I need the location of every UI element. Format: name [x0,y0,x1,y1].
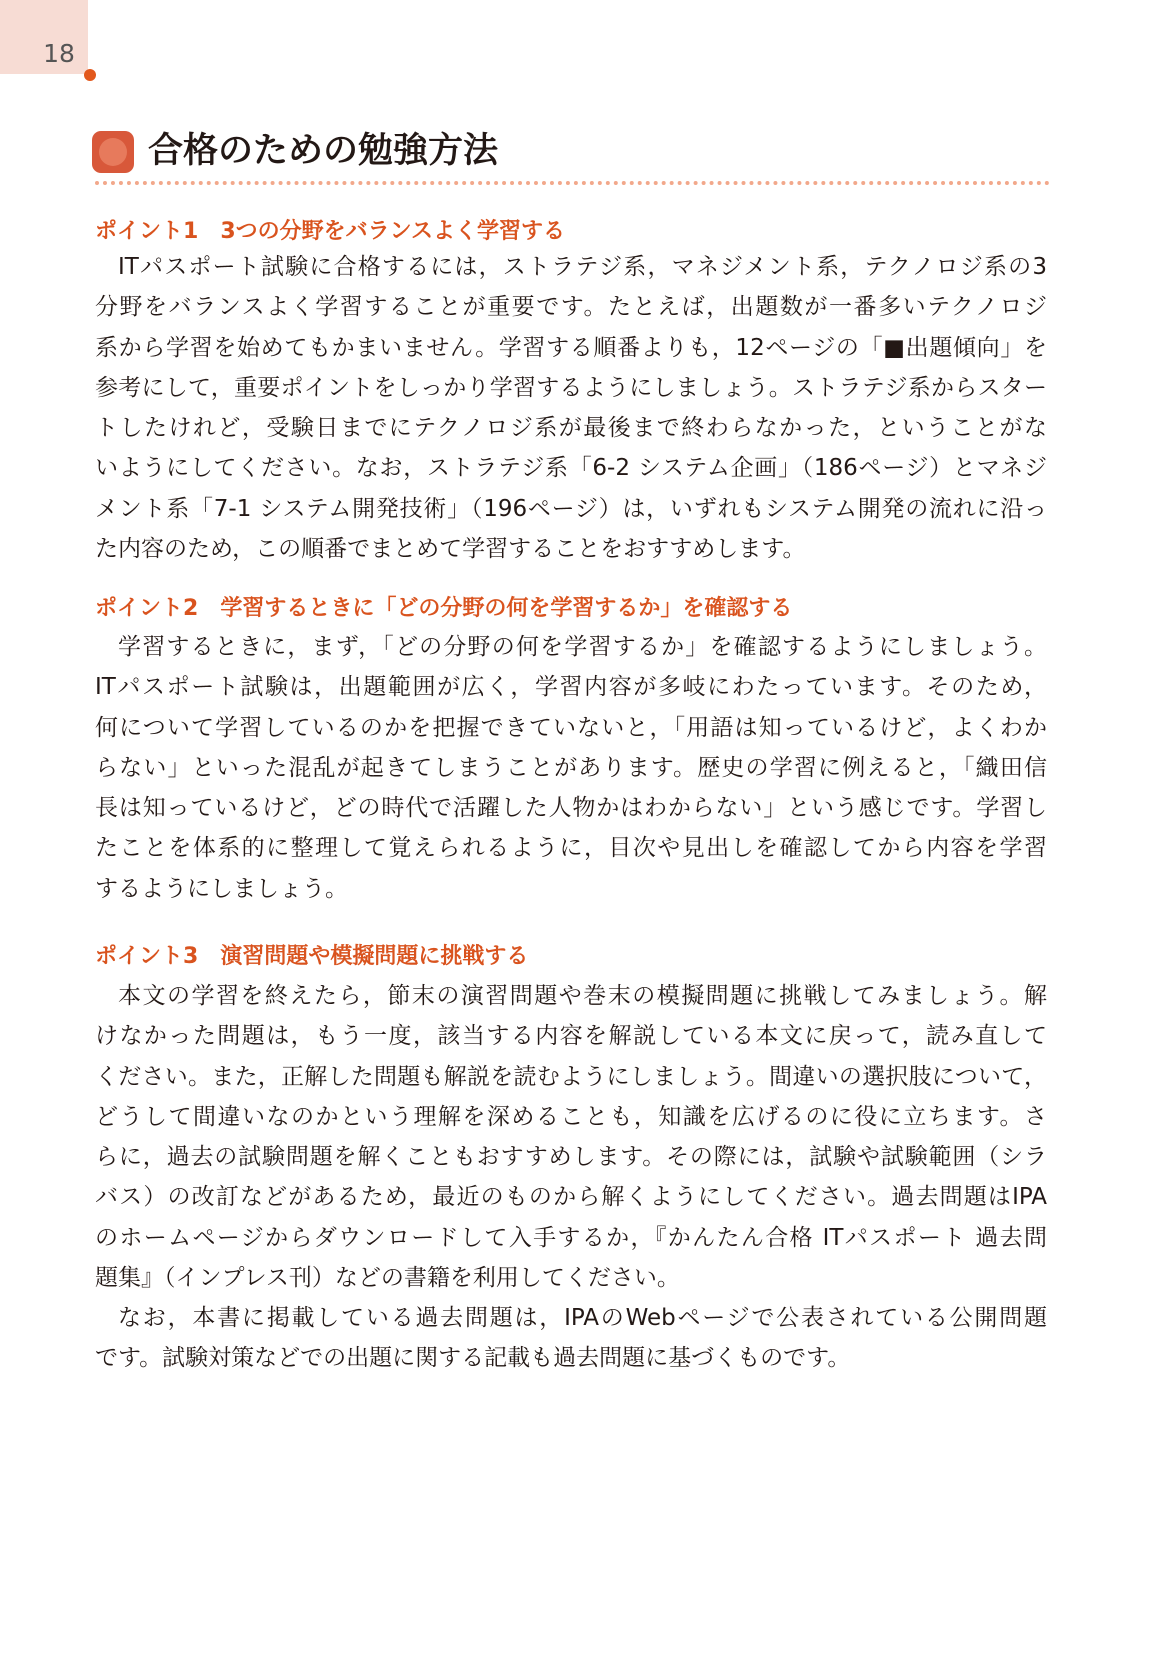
text-line: ITパスポート試験に合格するには，ストラテジ系，マネジメント系，テクノロジ系の3 [118,254,1047,280]
text-line: どうして間違いなのかという理解を深めることも，知識を広げるのに役に立ちます。さ [95,1103,1047,1130]
text-line: けなかった問題は，もう一度，該当する内容を解説している本文に戻って，読み直して [95,1023,1047,1050]
point-title: 演習問題や模擬問題に挑戦する [220,944,529,969]
text-line: 分野をバランスよく学習することが重要です。たとえば，出題数が一番多いテクノロジ [95,294,1047,321]
paragraph [95,247,1047,569]
paragraph [95,1298,1047,1379]
point-heading [95,214,565,250]
text-line: 系から学習を始めてもかまいません。学習する順番よりも，12ページの「■出題傾向」を [95,334,1047,361]
point-heading [95,939,528,975]
point-label: ポイント3 [95,944,199,969]
text-line: 題集』（インプレス刊）などの書籍を利用してください。 [95,1265,680,1292]
text-line: た内容のため，この順番でまとめて学習することをおすすめします。 [95,536,806,563]
text-line: 参考にして，重要ポイントをしっかり学習するようにしましょう。ストラテジ系からスター [95,374,1047,401]
text-line: メント系「7-1 システム開発技術」（196ページ）は，いずれもシステム開発の流れに沿っ [95,495,1047,522]
text-line: ITパスポート試験は，出題範囲が広く，学習内容が多岐にわたっています。そのため， [95,674,1047,701]
text-line: するようにしましょう。 [95,875,348,902]
section-heading-icon [92,131,134,173]
paragraph [95,976,1047,1298]
text-line: 長は知っているけど，どの時代で活躍した人物かはわからない」という感じです。学習し [95,795,1047,822]
point-label: ポイント1 [95,219,199,244]
text-line: です。試験対策などでの出題に関する記載も過去問題に基づくものです。 [95,1345,851,1372]
text-line: 本文の学習を終えたら，節末の演習問題や巻末の模擬問題に挑戦してみましょう。解 [118,983,1047,1009]
page-marker-dot [84,69,96,81]
point-label: ポイント2 [95,596,199,621]
text-line: らに，過去の試験問題を解くこともおすすめします。その際には，試験や試験範囲（シラ [95,1144,1047,1171]
page-number: 18 [43,39,75,68]
point-title: 3つの分野をバランスよく学習する [220,219,565,244]
text-line: 学習するときに，まず，「どの分野の何を学習するか」を確認するようにしましょう。 [118,634,1047,660]
text-line: らない」といった混乱が起きてしまうことがあります。歴史の学習に例えると，「織田信 [95,754,1047,781]
text-line: のホームページからダウンロードして入手するか，『かんたん合格 ITパスポート 過去問 [95,1224,1047,1251]
heading-dotted-rule [95,181,1050,185]
text-line: トしたけれど，受験日までにテクノロジ系が最後まで終わらなかった，ということがな [95,415,1047,442]
paragraph [95,627,1047,909]
text-line: 何について学習しているのかを把握できていないと，「用語は知っているけど，よくわか [95,714,1047,741]
circle-icon [99,138,127,166]
text-line: ください。また，正解した問題も解説を読むようにしましょう。間違いの選択肢について， [95,1063,1047,1090]
text-line: なお，本書に掲載している過去問題は，IPAのWebページで公表されている公開問題 [118,1305,1047,1331]
point-heading [95,591,792,627]
section-title: 合格のための勉強方法 [148,131,499,171]
text-line: たことを体系的に整理して覚えられるように，目次や見出しを確認してから内容を学習 [95,835,1047,862]
text-line: バス）の改訂などがあるため，最近のものから解くようにしてください。過去問題はIPA [95,1184,1047,1211]
text-line: いようにしてください。なお，ストラテジ系「6-2 システム企画」（186ページ）とマネジ [95,455,1047,482]
point-title: 学習するときに「どの分野の何を学習するか」を確認する [220,596,793,621]
